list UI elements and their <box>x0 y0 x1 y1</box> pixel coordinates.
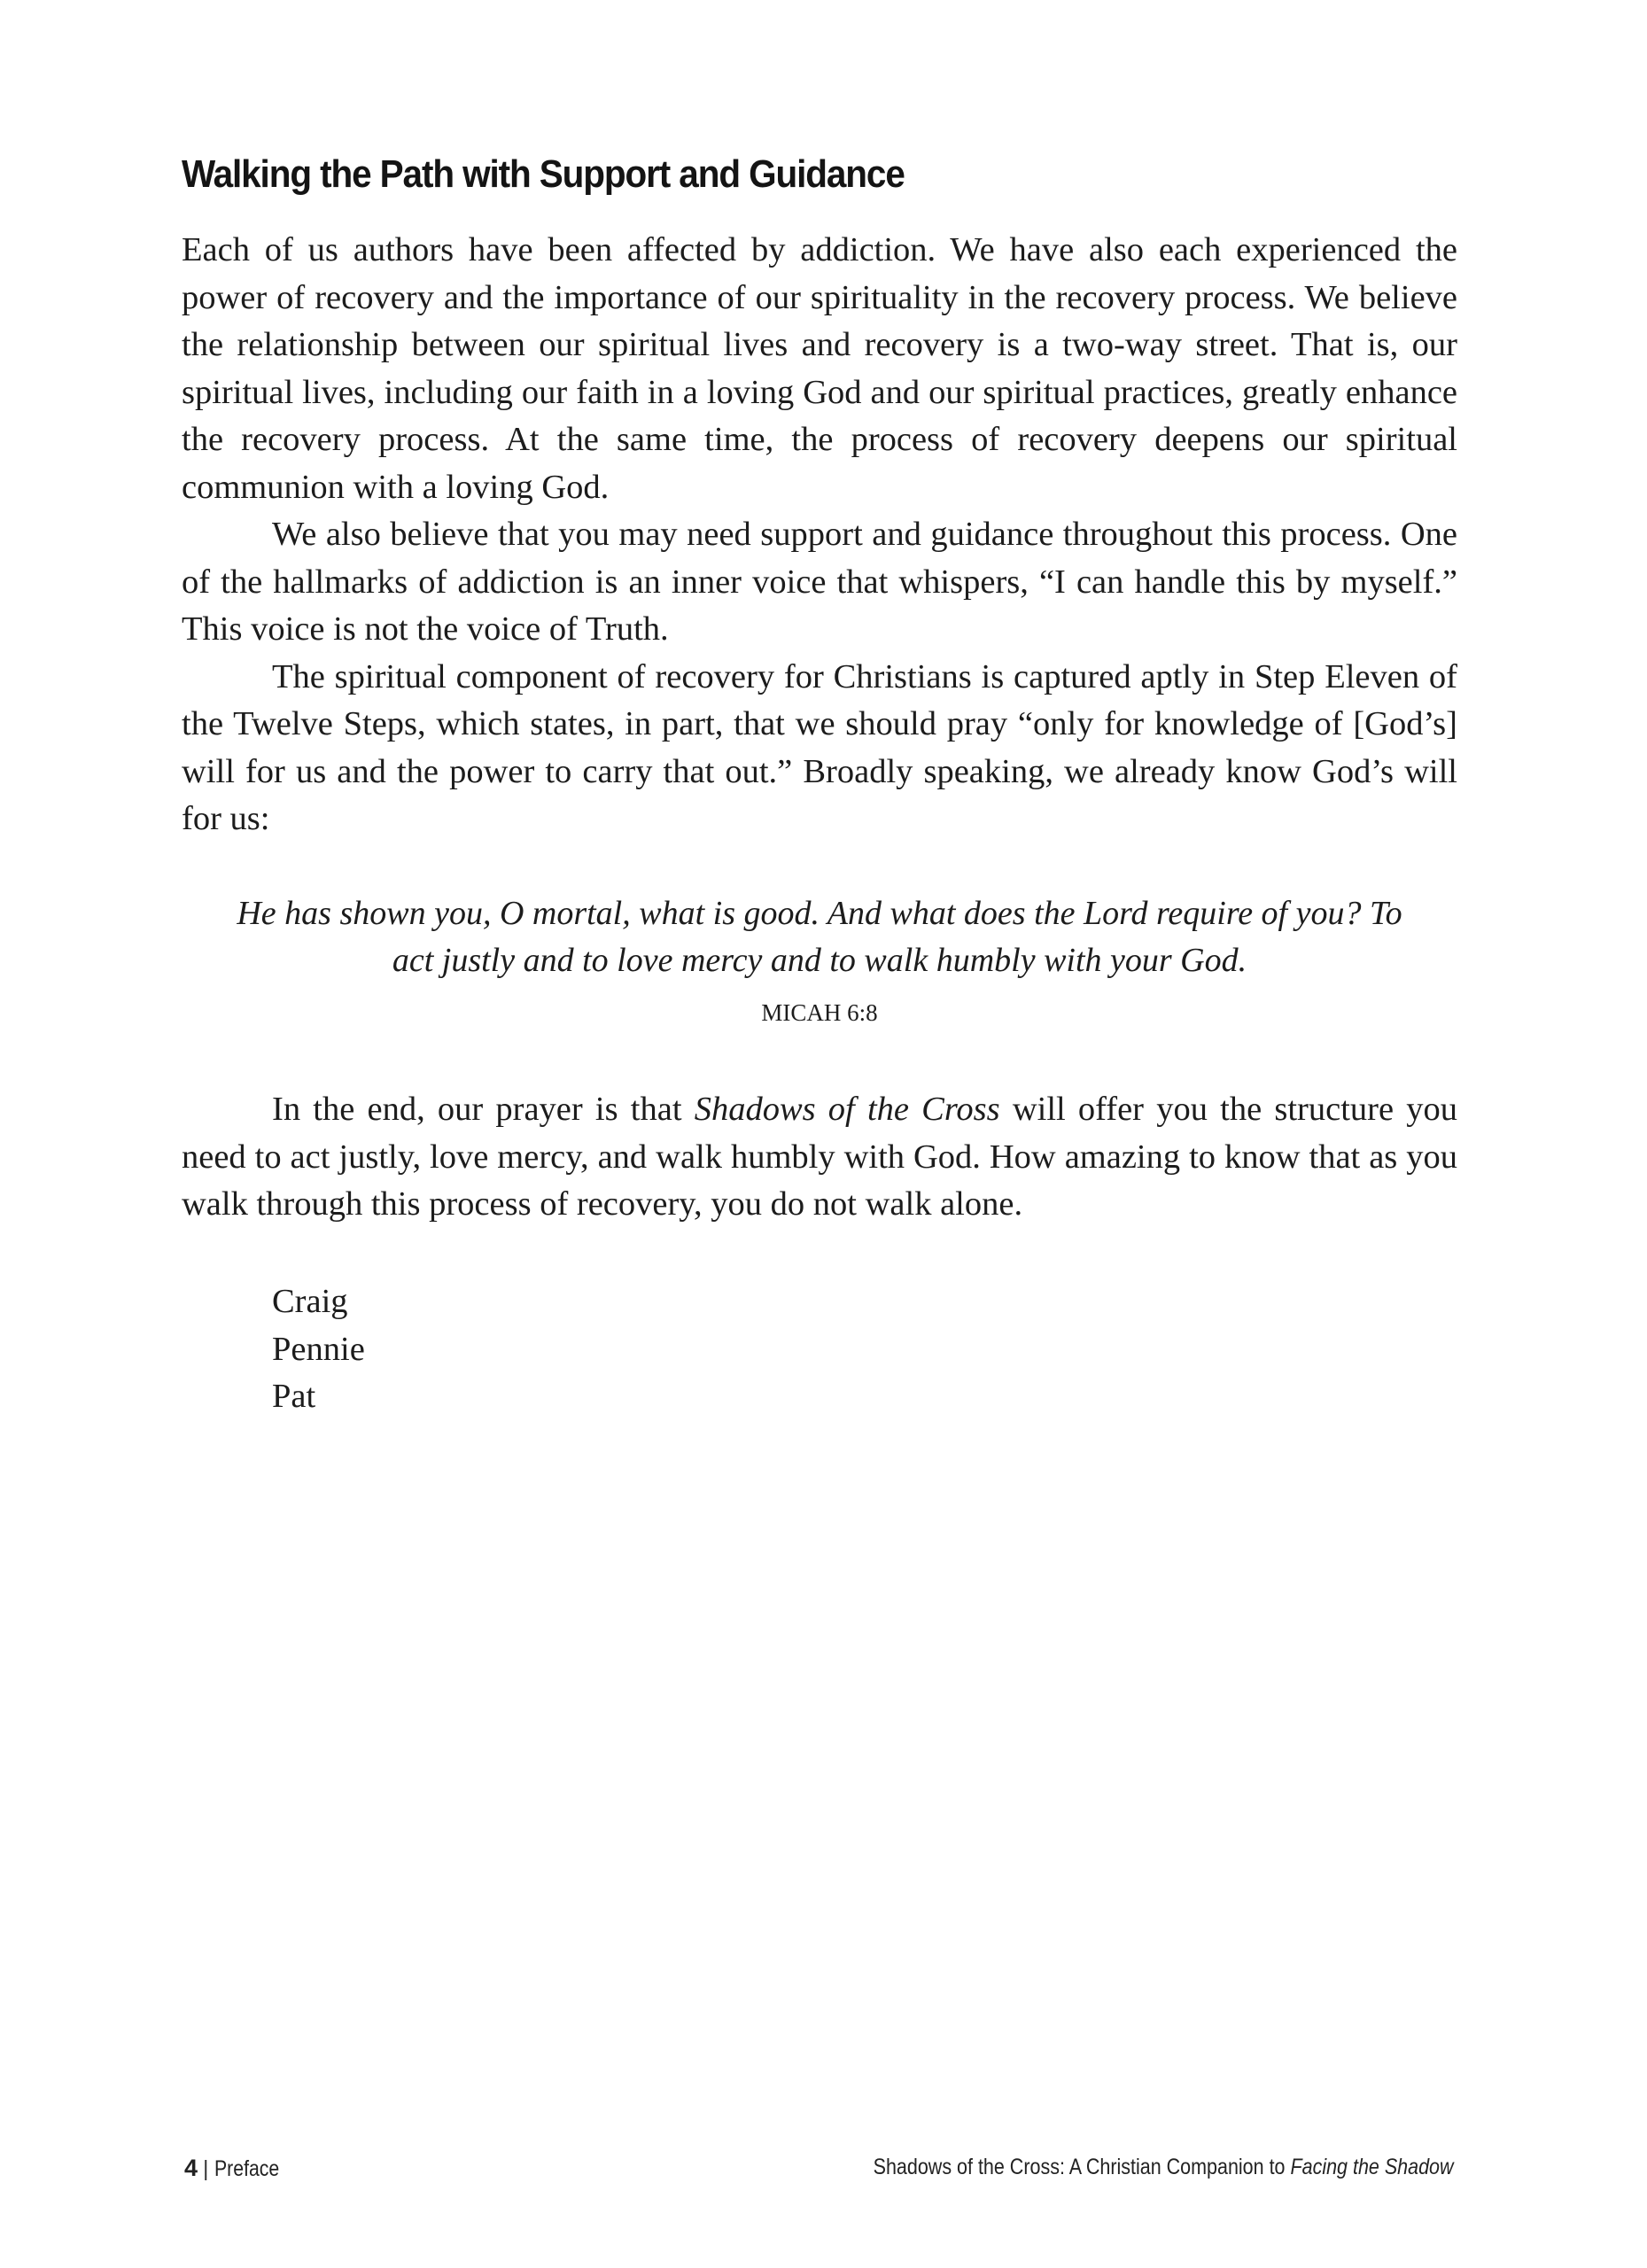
book-title-italic: Shadows of the Cross <box>694 1091 1000 1128</box>
closing-text-after: will offer you the structure you need to act justly, love mercy, and walk humbly with God. How amazing to know that as you walk through this process of recovery, you do not walk alone. <box>182 1091 1457 1223</box>
scripture-quote <box>182 890 1457 984</box>
closing-text-before: In the end, our prayer is that <box>272 1091 695 1128</box>
quote-line: act justly and to love mercy and to walk humbly with your God. <box>392 942 1247 979</box>
paragraph: The spiritual component of recovery for Christians is captured aptly in Step Eleven of the Twelve Steps, which states, in part, that we should pray “only for knowledge of [God’s] will for us and the power to carry that out.” Broadly speaking, we already know God’s will for us: <box>182 657 1457 837</box>
paragraph: We also believe that you may need support and guidance throughout this process. One of the hallmarks of addiction is an inner voice that whispers, “I can handle this by myself.” This voice is not the voice of Truth. <box>182 516 1457 648</box>
footer-title-italic: Facing the Shadow <box>1290 2155 1454 2179</box>
quote-line: He has shown you, O mortal, what is good. And what does the Lord require of you? To <box>237 895 1402 932</box>
page-number: 4 <box>184 2155 198 2181</box>
footer-title-prefix: Shadows of the Cross: A Christian Companion to <box>874 2155 1291 2179</box>
footer-page-info <box>184 2155 291 2182</box>
footer-section: Preface <box>214 2156 279 2181</box>
closing-paragraph <box>182 1086 1457 1229</box>
scripture-citation: MICAH 6:8 <box>761 999 878 1026</box>
author-signatures <box>272 1278 365 1421</box>
footer-separator: | <box>203 2156 209 2181</box>
paragraph: Each of us authors have been affected by addiction. We have also each experienced the power of recovery and the importance of our spirituality in the recovery process. We believe the relationship between our spiritual lives and recovery is a two-way street. That is, our spiritual lives, including our faith in a loving God and our spiritual practices, greatly enhance the recovery process. At the same time, the process of recovery deepens our spiritual communion with a loving God. <box>182 231 1457 506</box>
author-name: Craig <box>272 1283 348 1320</box>
footer-book-title <box>874 2155 1454 2180</box>
author-name: Pennie <box>272 1330 365 1368</box>
author-name: Pat <box>272 1378 316 1415</box>
main-text <box>182 227 1457 843</box>
closing-text <box>182 1086 1457 1229</box>
section-heading: Walking the Path with Support and Guidance <box>182 152 905 196</box>
